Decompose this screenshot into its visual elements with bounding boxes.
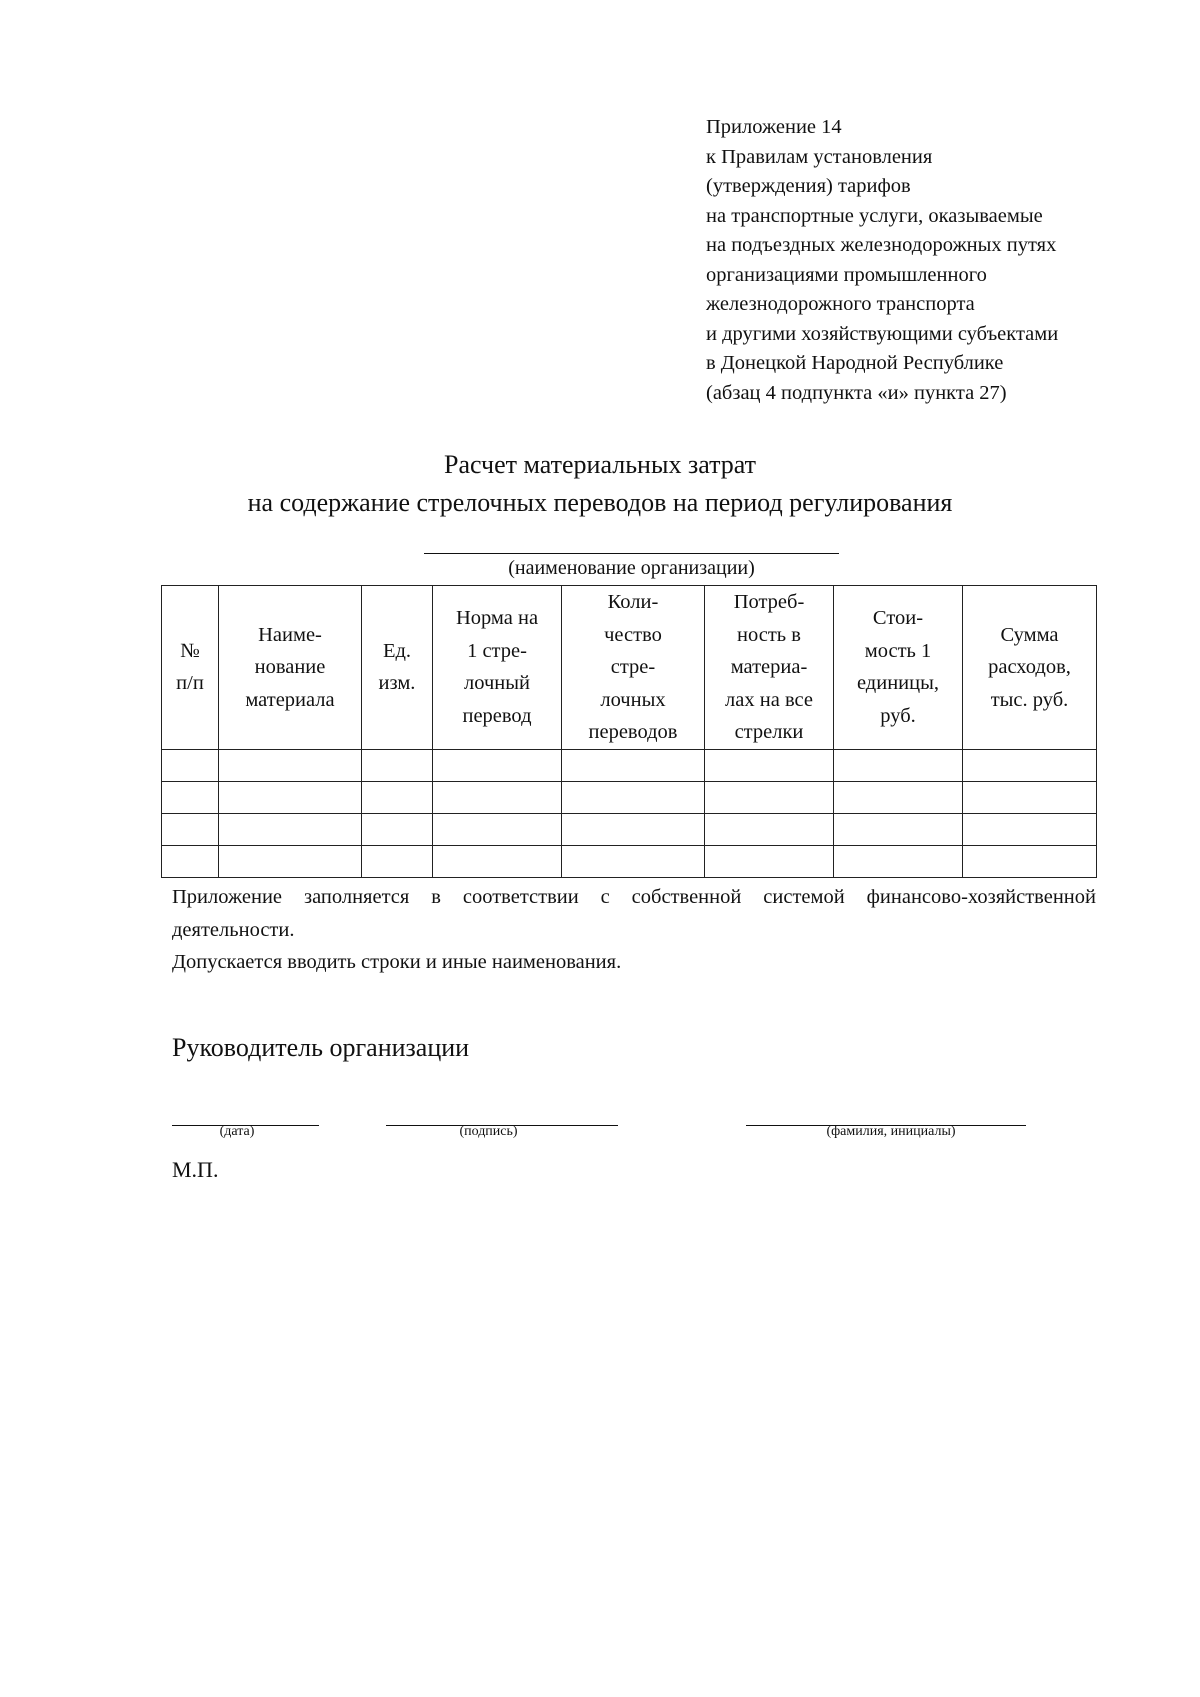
head-of-organization-label: Руководитель организации (172, 1033, 470, 1062)
note-rows-allowed: Допускается вводить строки и иные наименования. (172, 951, 622, 973)
table-cell (562, 749, 705, 781)
table-cell (362, 781, 433, 813)
appendix-note-line: в Донецкой Народной Республике (706, 352, 1004, 374)
table-cell (963, 781, 1097, 813)
table-cell (162, 749, 219, 781)
header-row-number: № п/п (162, 586, 219, 750)
table-row (162, 845, 1097, 877)
date-caption: (дата) (219, 1124, 255, 1139)
table-cell (963, 813, 1097, 845)
table-row (162, 813, 1097, 845)
table-cell (834, 845, 963, 877)
table-cell (433, 749, 562, 781)
appendix-note (706, 113, 1146, 408)
stamp-place-label: М.П. (172, 1157, 219, 1182)
org-name-caption: (наименование организации) (508, 557, 755, 579)
table-cell (433, 813, 562, 845)
table-cell (705, 813, 834, 845)
table-cell (705, 781, 834, 813)
appendix-note-line: к Правилам установления (706, 145, 933, 168)
appendix-note-line: (утверждения) тарифов (706, 175, 911, 197)
table-cell (834, 781, 963, 813)
table-cell (705, 749, 834, 781)
table-cell (562, 781, 705, 813)
header-unit: Ед. изм. (362, 586, 433, 750)
table-cell (219, 749, 362, 781)
header-material-need: Потреб- ность в материа- лах на все стрелки (705, 586, 834, 750)
org-name-field-line (424, 553, 839, 554)
table-cell (963, 749, 1097, 781)
header-switch-count: Коли- чество стре- лочных переводов (562, 586, 705, 750)
document-title (0, 446, 1200, 522)
header-total-expenses: Сумма расходов, тыс. руб. (963, 586, 1097, 750)
notes-block (172, 881, 1096, 979)
appendix-note-line: железнодорожного транспорта (706, 293, 975, 315)
signature-caption: (подпись) (459, 1124, 518, 1139)
table-cell (219, 845, 362, 877)
header-unit-cost: Стои- мость 1 единицы, руб. (834, 586, 963, 750)
appendix-note-line: на подъездных железнодорожных путях (706, 234, 1057, 256)
table-row (162, 781, 1097, 813)
material-cost-table (161, 585, 1097, 878)
table-cell (219, 781, 362, 813)
header-norm-per-switch: Норма на 1 стре- лочный перевод (433, 586, 562, 750)
table-cell (162, 813, 219, 845)
table-cell (963, 845, 1097, 877)
table-cell (433, 781, 562, 813)
appendix-note-line: организациями промышленного (706, 263, 987, 286)
header-material-name: Наиме- нование материала (219, 586, 362, 750)
title-line-2: на содержание стрелочных переводов на период регулирования (247, 488, 953, 517)
note-filling-rule: Приложение заполняется в соответствии с собственной системой финансово-хозяйственной деятельности. (172, 886, 1096, 941)
table-cell (433, 845, 562, 877)
table-cell (162, 781, 219, 813)
table-cell (562, 813, 705, 845)
name-caption: (фамилия, инициалы) (826, 1124, 956, 1139)
table-cell (362, 845, 433, 877)
table-cell (834, 813, 963, 845)
appendix-note-line: Приложение 14 (706, 116, 842, 138)
table-cell (362, 813, 433, 845)
appendix-note-line: (абзац 4 подпункта «и» пункта 27) (706, 381, 1007, 404)
table-cell (162, 845, 219, 877)
table-cell (562, 845, 705, 877)
appendix-note-line: и другими хозяйствующими субъектами (706, 322, 1059, 345)
table-cell (362, 749, 433, 781)
appendix-note-line: на транспортные услуги, оказываемые (706, 204, 1043, 227)
table-header-row (162, 586, 1097, 750)
table-cell (834, 749, 963, 781)
table-row (162, 749, 1097, 781)
table-cell (705, 845, 834, 877)
title-line-1: Расчет материальных затрат (444, 450, 756, 479)
table-cell (219, 813, 362, 845)
